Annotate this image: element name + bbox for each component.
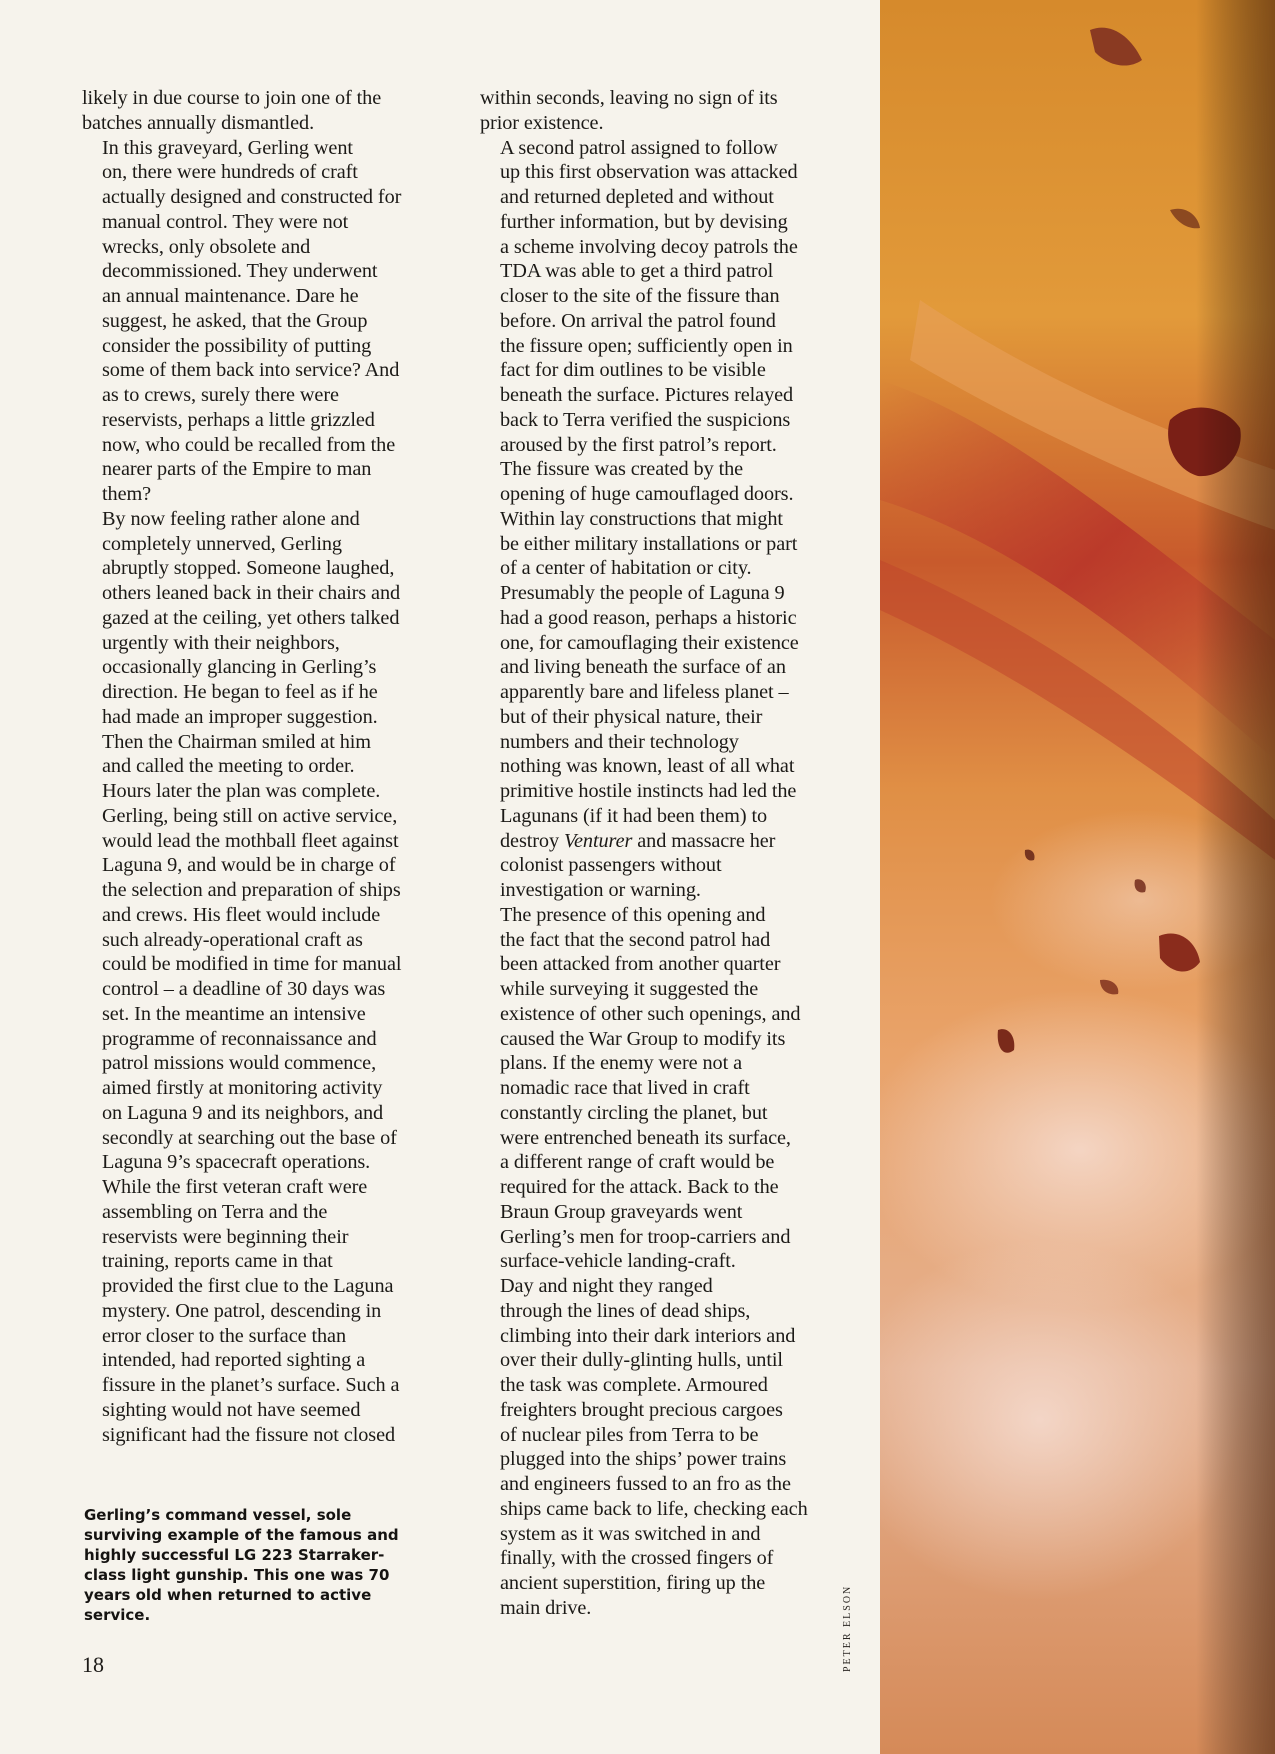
article-paragraph [480, 136, 858, 903]
article-line: Gerling’s men for troop-carriers and [500, 1225, 791, 1248]
caption-line: class light gunship. This one was 70 [84, 1566, 390, 1584]
article-line: The fissure was created by the [500, 458, 744, 481]
article-line: aroused by the first patrol’s report. [500, 433, 777, 456]
article-line: ships came back to life, checking each [500, 1497, 808, 1520]
article-line: and crews. His fleet would include [102, 903, 381, 926]
article-line: of nuclear piles from Terra to be [500, 1423, 759, 1446]
article-line: but of their physical nature, their [500, 705, 763, 728]
article-line: would lead the mothball fleet against [102, 829, 399, 852]
article-line: reservists were beginning their [102, 1225, 349, 1248]
article-line: Gerling, being still on active service, [102, 804, 398, 827]
article-line: back to Terra verified the suspicions [500, 408, 791, 431]
article-line: Hours later the plan was complete. [102, 780, 381, 802]
article-line: further information, but by devising [500, 210, 788, 233]
article-line: A second patrol assigned to follow [500, 136, 778, 159]
article-line: system as it was switched in and [500, 1522, 761, 1545]
article-line: and living beneath the surface of an [500, 656, 786, 679]
caption-line: years old when returned to active [84, 1586, 372, 1604]
article-line: main drive. [500, 1596, 592, 1619]
article-line: actually designed and constructed for [102, 186, 402, 208]
article-line: The presence of this opening and [500, 903, 766, 926]
article-line: caused the War Group to modify its [500, 1027, 786, 1050]
article-line: through the lines of dead ships, [500, 1299, 751, 1322]
article-line: secondly at searching out the base of [102, 1126, 397, 1149]
article-line: urgently with their neighbors, [102, 631, 340, 654]
article-line: constantly circling the planet, but [500, 1101, 768, 1124]
article-paragraph [82, 136, 460, 507]
article-paragraph [82, 86, 460, 136]
article-line: over their dully-glinting hulls, until [500, 1349, 783, 1372]
article-line: surface-vehicle landing-craft. [500, 1250, 736, 1273]
article-line: required for the attack. Back to the [500, 1176, 779, 1198]
article-line: freighters brought precious cargoes [500, 1398, 783, 1421]
article-line: consider the possibility of putting [102, 334, 372, 357]
article-line: numbers and their technology [500, 730, 739, 753]
article-line: an annual maintenance. Dare he [102, 285, 359, 307]
article-line: aimed firstly at monitoring activity [102, 1077, 383, 1099]
article-line: apparently bare and lifeless planet – [500, 681, 789, 703]
article-line: such already-operational craft as [102, 928, 363, 951]
article-line: significant had the fissure not closed [102, 1423, 396, 1446]
article-line: up this first observation was attacked [500, 161, 798, 184]
article-line: programme of reconnaissance and [102, 1027, 377, 1050]
article-line: reservists, perhaps a little grizzled [102, 408, 375, 431]
article-line: on Laguna 9 and its neighbors, and [102, 1101, 384, 1124]
article-line: were entrenched beneath its surface, [500, 1126, 791, 1149]
article-line: Laguna 9’s spacecraft operations. [102, 1151, 371, 1174]
article-line: the selection and preparation of ships [102, 879, 401, 901]
article-line: fissure in the planet’s surface. Such a [102, 1374, 400, 1396]
article-line: batches annually dismantled. [82, 111, 315, 134]
article-line: and engineers fussed to an fro as the [500, 1473, 791, 1495]
article-line: nothing was known, least of all what [500, 755, 795, 778]
article-line: destroy Venturer and massacre her [500, 829, 776, 852]
article-line: provided the first clue to the Laguna [102, 1275, 394, 1297]
article-line: some of them back into service? And [102, 359, 400, 382]
article-line: Within lay constructions that might [500, 507, 783, 530]
article-line: a different range of craft would be [500, 1151, 775, 1174]
article-line: assembling on Terra and the [102, 1200, 328, 1223]
article-line: abruptly stopped. Someone laughed, [102, 557, 395, 580]
article-line: plugged into the ships’ power trains [500, 1448, 787, 1471]
article-line: primitive hostile instincts had led the [500, 780, 797, 802]
article-line: others leaned back in their chairs and [102, 582, 401, 604]
article-line: gazed at the ceiling, yet others talked [102, 606, 400, 629]
article-line: fact for dim outlines to be visible [500, 359, 766, 382]
article-line: one, for camouflaging their existence [500, 631, 799, 654]
article-line: training, reports came in that [102, 1250, 333, 1273]
article-line: on, there were hundreds of craft [102, 161, 358, 184]
article-line: colonist passengers without [500, 854, 722, 877]
article-line: mystery. One patrol, descending in [102, 1299, 382, 1322]
article-paragraph [480, 1274, 858, 1621]
article-line: within seconds, leaving no sign of its [480, 87, 778, 109]
article-line: nomadic race that lived in craft [500, 1077, 750, 1099]
article-line: could be modified in time for manual [102, 953, 402, 976]
article-line: Braun Group graveyards went [500, 1200, 743, 1223]
illustration-photo [880, 0, 1275, 1754]
article-line: now, who could be recalled from the [102, 433, 396, 456]
article-line: the fissure open; sufficiently open in [500, 334, 793, 357]
article-line: plans. If the enemy were not a [500, 1052, 742, 1075]
page-number: 18 [82, 1652, 104, 1677]
article-line: investigation or warning. [500, 879, 701, 901]
article-line: the task was complete. Armoured [500, 1374, 768, 1396]
article-line: climbing into their dark interiors and [500, 1324, 796, 1347]
article-line: occasionally glancing in Gerling’s [102, 656, 377, 679]
article-paragraph [480, 86, 858, 136]
article-line: existence of other such openings, and [500, 1002, 801, 1025]
article-line: In this graveyard, Gerling went [102, 136, 353, 159]
article-line: error closer to the surface than [102, 1324, 346, 1347]
article-line: suggest, he asked, that the Group [102, 309, 368, 332]
article-line: Day and night they ranged [500, 1275, 713, 1297]
article-line: Laguna 9, and would be in charge of [102, 854, 396, 877]
article-line: had made an improper suggestion. [102, 705, 378, 728]
article-line: while surveying it suggested the [500, 978, 759, 1000]
article-line: opening of huge camouflaged doors. [500, 483, 794, 505]
article-line: nearer parts of the Empire to man [102, 458, 372, 481]
article-line: manual control. They were not [102, 210, 349, 233]
article-line: beneath the surface. Pictures relayed [500, 384, 794, 406]
article-line: the fact that the second patrol had [500, 928, 771, 951]
illustration-caption [84, 1505, 464, 1625]
article-paragraph [82, 1175, 460, 1447]
right-text-column [480, 86, 858, 1621]
caption-line: service. [84, 1606, 151, 1624]
article-line: been attacked from another quarter [500, 953, 781, 976]
article-line: patrol missions would commence, [102, 1052, 377, 1075]
article-line: a scheme involving decoy patrols the [500, 235, 798, 258]
illustration-credit: PETER ELSON [842, 1584, 853, 1672]
article-line: closer to the site of the fissure than [500, 285, 780, 307]
article-line: and called the meeting to order. [102, 755, 355, 778]
article-line: completely unnerved, Gerling [102, 532, 342, 555]
article-line: be either military installations or part [500, 532, 798, 555]
article-line: sighting would not have seemed [102, 1398, 361, 1421]
article-line: direction. He began to feel as if he [102, 681, 378, 703]
article-paragraph [82, 507, 460, 1175]
article-line: likely in due course to join one of the [82, 87, 382, 109]
article-line: finally, with the crossed fingers of [500, 1547, 774, 1570]
article-line: wrecks, only obsolete and [102, 235, 311, 258]
article-paragraph [480, 903, 858, 1274]
caption-line: surviving example of the famous and [84, 1526, 399, 1544]
article-line: By now feeling rather alone and [102, 507, 360, 530]
article-line: Then the Chairman smiled at him [102, 730, 371, 753]
article-line: Lagunans (if it had been them) to [500, 804, 768, 827]
article-line: before. On arrival the patrol found [500, 309, 776, 332]
article-line: prior existence. [480, 111, 604, 134]
article-line: TDA was able to get a third patrol [500, 260, 774, 283]
article-line: control – a deadline of 30 days was [102, 978, 386, 1000]
article-line: and returned depleted and without [500, 186, 774, 208]
article-line: intended, had reported sighting a [102, 1349, 366, 1372]
caption-line: Gerling’s command vessel, sole [84, 1506, 352, 1524]
article-line: them? [102, 483, 152, 505]
left-text-column [82, 86, 460, 1447]
caption-line: highly successful LG 223 Starraker- [84, 1546, 385, 1564]
article-line: ancient superstition, firing up the [500, 1572, 766, 1594]
article-line: Presumably the people of Laguna 9 [500, 582, 785, 604]
article-line: set. In the meantime an intensive [102, 1002, 366, 1025]
article-line: had a good reason, perhaps a historic [500, 606, 797, 629]
article-line: decommissioned. They underwent [102, 260, 378, 283]
article-line: as to crews, surely there were [102, 384, 339, 406]
article-line: of a center of habitation or city. [500, 557, 752, 580]
article-line: While the first veteran craft were [102, 1176, 368, 1198]
spaceship-hull-closeup-image [880, 0, 1275, 1754]
